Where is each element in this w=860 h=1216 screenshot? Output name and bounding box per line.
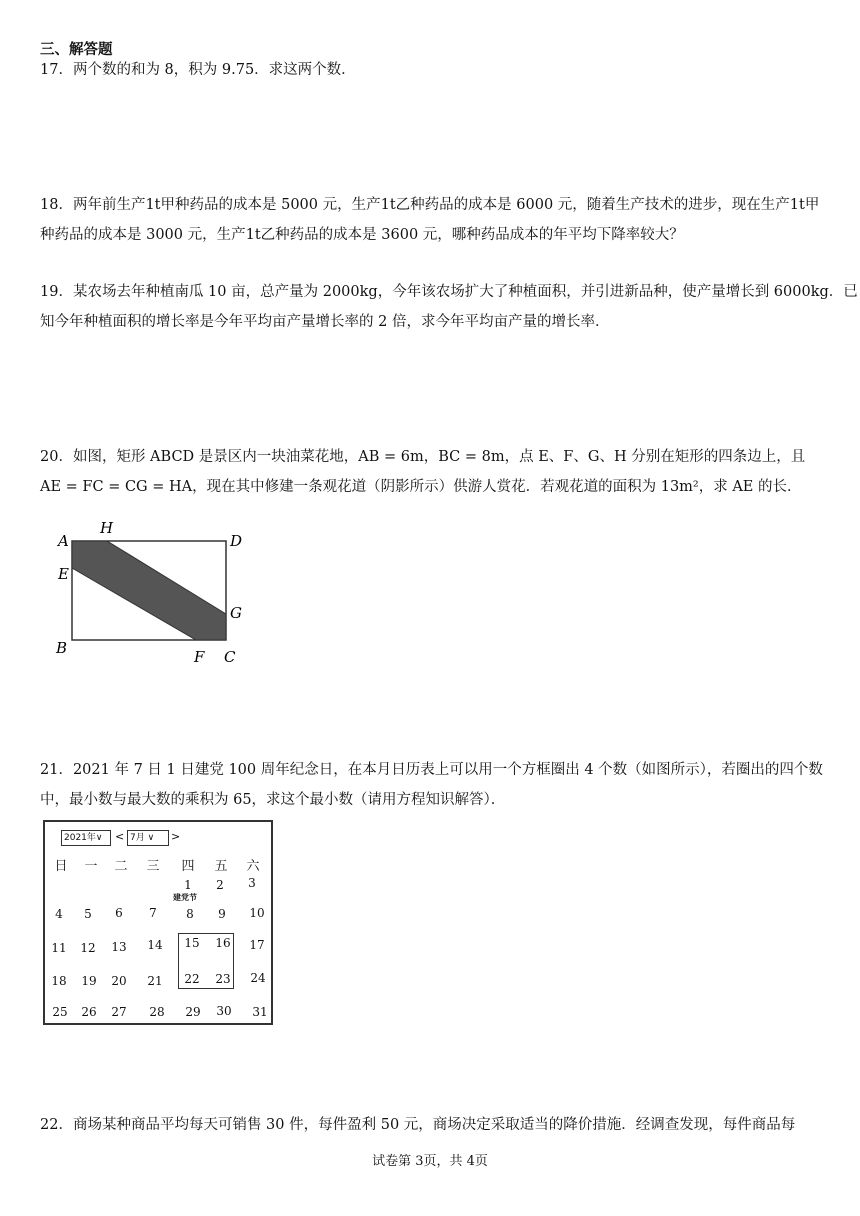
day-cell[interactable]: 25 xyxy=(52,1005,68,1019)
day-cell[interactable]: 24 xyxy=(250,971,266,985)
label-c: C xyxy=(224,648,236,666)
day-cell[interactable]: 31 xyxy=(252,1005,268,1019)
day-cell[interactable]: 30 xyxy=(216,1004,232,1018)
day-cell[interactable]: 8 xyxy=(186,907,194,921)
day-cell[interactable]: 23 xyxy=(215,972,231,986)
shaded-path xyxy=(72,541,226,640)
label-f: F xyxy=(194,648,205,666)
label-h: H xyxy=(100,519,114,537)
day-cell[interactable]: 16 xyxy=(215,936,231,950)
day-cell[interactable]: 22 xyxy=(184,972,200,986)
day-cell[interactable]: 21 xyxy=(147,974,163,988)
rectangle-figure xyxy=(50,515,260,670)
prev-month-button[interactable]: < xyxy=(115,830,125,843)
day-cell[interactable]: 5 xyxy=(84,907,92,921)
day-cell[interactable]: 10 xyxy=(249,906,265,920)
day-cell[interactable]: 13 xyxy=(111,940,127,954)
label-e: E xyxy=(58,565,69,583)
question-22: 22．商场某种商品平均每天可销售 30 件，每件盈利 50 元，商场决定采取适当的降价措施．经调查发现，每件商品每 xyxy=(40,1117,796,1133)
weekday-fri: 五 xyxy=(214,859,228,874)
weekday-sat: 六 xyxy=(246,859,260,874)
day-cell[interactable]: 1 xyxy=(184,878,192,892)
question-18-line-1: 18．两年前生产1t甲种药品的成本是 5000 元，生产1t乙种药品的成本是 6000 元，随着生产技术的进步，现在生产1t甲 xyxy=(40,197,820,213)
holiday-note: 建党节 xyxy=(173,893,197,902)
question-21-line-2: 中，最小数与最大数的乘积为 65，求这个最小数（请用方程知识解答）． xyxy=(40,792,506,808)
label-d: D xyxy=(230,532,243,550)
next-month-button[interactable]: > xyxy=(171,830,181,843)
label-b: B xyxy=(56,639,68,657)
day-cell[interactable]: 29 xyxy=(185,1005,201,1019)
calendar-widget xyxy=(43,820,273,1025)
label-a: A xyxy=(58,532,69,550)
question-20-line-1: 20．如图，矩形 ABCD 是景区内一块油菜花地，AB = 6m，BC = 8m，点 E、F、G、H 分别在矩形的四条边上，且 xyxy=(40,449,806,465)
label-g: G xyxy=(230,604,242,622)
day-cell[interactable]: 17 xyxy=(249,938,265,952)
weekday-sun: 日 xyxy=(54,859,68,874)
day-cell[interactable]: 7 xyxy=(149,906,157,920)
question-19-line-1: 19．某农场去年种植南瓜 10 亩，总产量为 2000kg，今年该农场扩大了种植面积，并引进新品种，使产量增长到 6000kg．已 xyxy=(40,284,858,300)
question-17: 17．两个数的和为 8，积为 9.75．求这两个数． xyxy=(40,62,356,78)
weekday-tue: 二 xyxy=(114,859,128,874)
question-18-line-2: 种药品的成本是 3000 元，生产1t乙种药品的成本是 3600 元，哪种药品成本的年平均下降率较大？ xyxy=(40,227,684,243)
month-select[interactable]: 7月 ∨ xyxy=(127,830,169,846)
day-cell[interactable]: 9 xyxy=(218,907,226,921)
day-cell[interactable]: 2 xyxy=(216,878,224,892)
day-cell[interactable]: 18 xyxy=(51,974,67,988)
weekday-wed: 三 xyxy=(146,859,160,874)
day-cell[interactable]: 20 xyxy=(111,974,127,988)
day-cell[interactable]: 4 xyxy=(55,907,63,921)
weekday-mon: 一 xyxy=(84,859,98,874)
day-cell[interactable]: 12 xyxy=(80,941,96,955)
day-cell[interactable]: 15 xyxy=(184,936,200,950)
day-cell[interactable]: 27 xyxy=(111,1005,127,1019)
question-19-line-2: 知今年种植面积的增长率是今年平均亩产量增长率的 2 倍，求今年平均亩产量的增长率． xyxy=(40,314,610,330)
day-cell[interactable]: 3 xyxy=(248,876,256,890)
day-cell[interactable]: 11 xyxy=(51,941,67,955)
day-cell[interactable]: 14 xyxy=(147,938,163,952)
page-footer: 试卷第 3页，共 4页 xyxy=(372,1154,488,1169)
question-20-line-2: AE = FC = CG = HA，现在其中修建一条观花道（阴影所示）供游人赏花．若观花道的面积为 13m²，求 AE 的长． xyxy=(40,479,802,495)
day-cell[interactable]: 6 xyxy=(115,906,123,920)
day-cell[interactable]: 19 xyxy=(81,974,97,988)
section-title: 三、解答题 xyxy=(40,42,113,58)
day-cell[interactable]: 28 xyxy=(149,1005,165,1019)
weekday-thu: 四 xyxy=(181,859,195,874)
year-select[interactable]: 2021年∨ xyxy=(61,830,111,846)
question-21-line-1: 21．2021 年 7 日 1 日建党 100 周年纪念日，在本月日历表上可以用一个方框圈出 4 个数（如图所示），若圈出的四个数 xyxy=(40,762,823,778)
day-cell[interactable]: 26 xyxy=(81,1005,97,1019)
